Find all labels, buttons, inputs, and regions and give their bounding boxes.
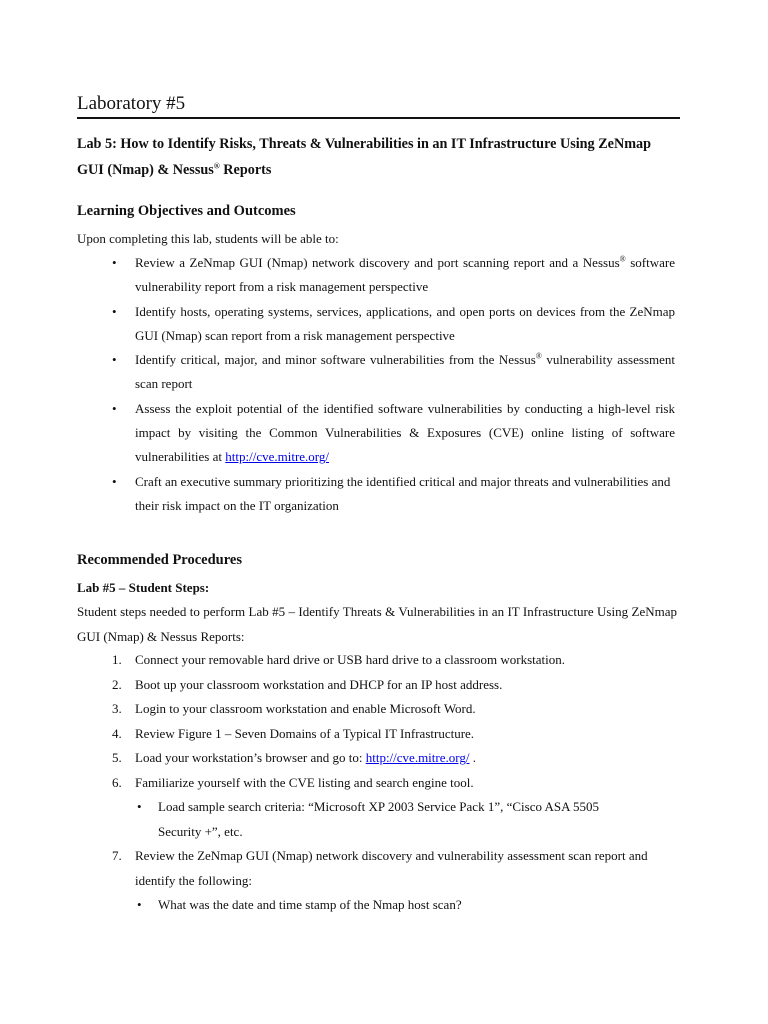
steps-list — [77, 648, 675, 918]
step-text: Familiarize yourself with the CVE listing and search engine tool. — [135, 774, 474, 790]
subtitle-line-2-suffix: Reports — [219, 162, 272, 178]
subtitle-line-2 — [77, 157, 697, 183]
sub-list — [135, 893, 675, 918]
objective-text-suffix: software vulnerability report from a risk management perspective — [135, 255, 675, 295]
step-item — [77, 746, 675, 771]
step-item — [77, 722, 675, 747]
objective-text: Assess the exploit potential of the identified software vulnerabilities by conducting a high-level risk impact by visiting the Common Vulnerabilities & Exposures (CVE) online listing of software vulnerabilities at — [135, 400, 675, 465]
procedures-intro: Student steps needed to perform Lab #5 – Identify Threats & Vulnerabilities in an IT Infrastructure Using ZeNmap GUI (Nmap) & Nessus Reports: — [77, 604, 677, 644]
objectives-list — [77, 251, 675, 518]
sub-item: • Load sample search criteria: “Microsoft XP 2003 Service Pack 1”, “Cisco ASA 5505 Security +”, etc. — [135, 795, 675, 844]
cve-link[interactable]: http://cve.mitre.org/ — [225, 449, 330, 465]
registered-mark: ® — [535, 351, 542, 361]
objective-item — [77, 300, 675, 349]
step-number: 4. — [112, 725, 122, 741]
step-number: 3. — [112, 701, 122, 716]
objectives-heading: Learning Objectives and Outcomes — [77, 203, 296, 219]
registered-mark: ® — [213, 161, 220, 171]
step-text: Connect your removable hard drive or USB hard drive to a classroom workstation. — [135, 652, 565, 667]
objective-item — [77, 348, 675, 397]
step-text: Load your workstation’s browser and go to: — [135, 750, 366, 765]
sub-list — [135, 795, 675, 844]
objective-item — [77, 251, 675, 300]
step-number: 2. — [112, 676, 122, 692]
student-steps-heading: Lab #5 – Student Steps: — [77, 580, 210, 595]
cve-link[interactable]: http://cve.mitre.org/ — [365, 750, 470, 765]
objective-text: Review a ZeNmap GUI (Nmap) network discovery and port scanning report and a Nessus — [135, 255, 620, 270]
sub-item: • What was the date and time stamp of the Nmap host scan? — [135, 893, 675, 918]
step-item — [77, 697, 675, 722]
procedures-heading: Recommended Procedures — [77, 552, 242, 568]
objective-item — [77, 397, 675, 470]
objective-item — [77, 470, 675, 519]
step-text: Review the ZeNmap GUI (Nmap) network discovery and vulnerability assessment scan report and identify the following: — [135, 848, 648, 888]
step-text: Review Figure 1 – Seven Domains of a Typical IT Infrastructure. — [135, 725, 475, 741]
step-item — [77, 673, 675, 698]
step-text: Boot up your classroom workstation and DHCP for an IP host address. — [135, 676, 503, 692]
step-text: Login to your classroom workstation and enable Microsoft Word. — [135, 701, 476, 716]
step-number: 7. — [112, 848, 122, 863]
objective-text: Craft an executive summary prioritizing the identified critical and major threats and vulnerabilities and their risk impact on the IT organization — [135, 473, 671, 513]
objective-text: Identify critical, major, and minor software vulnerabilities from the Nessus — [135, 352, 536, 368]
step-number: 1. — [112, 652, 122, 667]
registered-mark: ® — [619, 254, 626, 264]
page-title: Laboratory #5 — [77, 92, 680, 119]
step-text-suffix: . — [469, 750, 476, 765]
objective-text-suffix: vulnerability assessment scan report — [135, 352, 675, 392]
subtitle-line-1: Lab 5: How to Identify Risks, Threats & Vulnerabilities in an IT Infrastructure Using ZeNmap — [77, 136, 652, 152]
step-item — [77, 771, 675, 845]
objectives-intro: Upon completing this lab, students will be able to: — [77, 231, 339, 246]
step-number: 6. — [112, 774, 122, 790]
step-item — [77, 844, 675, 918]
lab-subtitle — [77, 131, 697, 183]
subtitle-line-2-text: GUI (Nmap) & Nessus — [77, 162, 214, 178]
step-number: 5. — [112, 750, 122, 765]
objective-text: Identify hosts, operating systems, services, applications, and open ports on devices from the ZeNmap GUI (Nmap) scan report from a risk management perspective — [135, 303, 675, 343]
step-item — [77, 648, 675, 673]
